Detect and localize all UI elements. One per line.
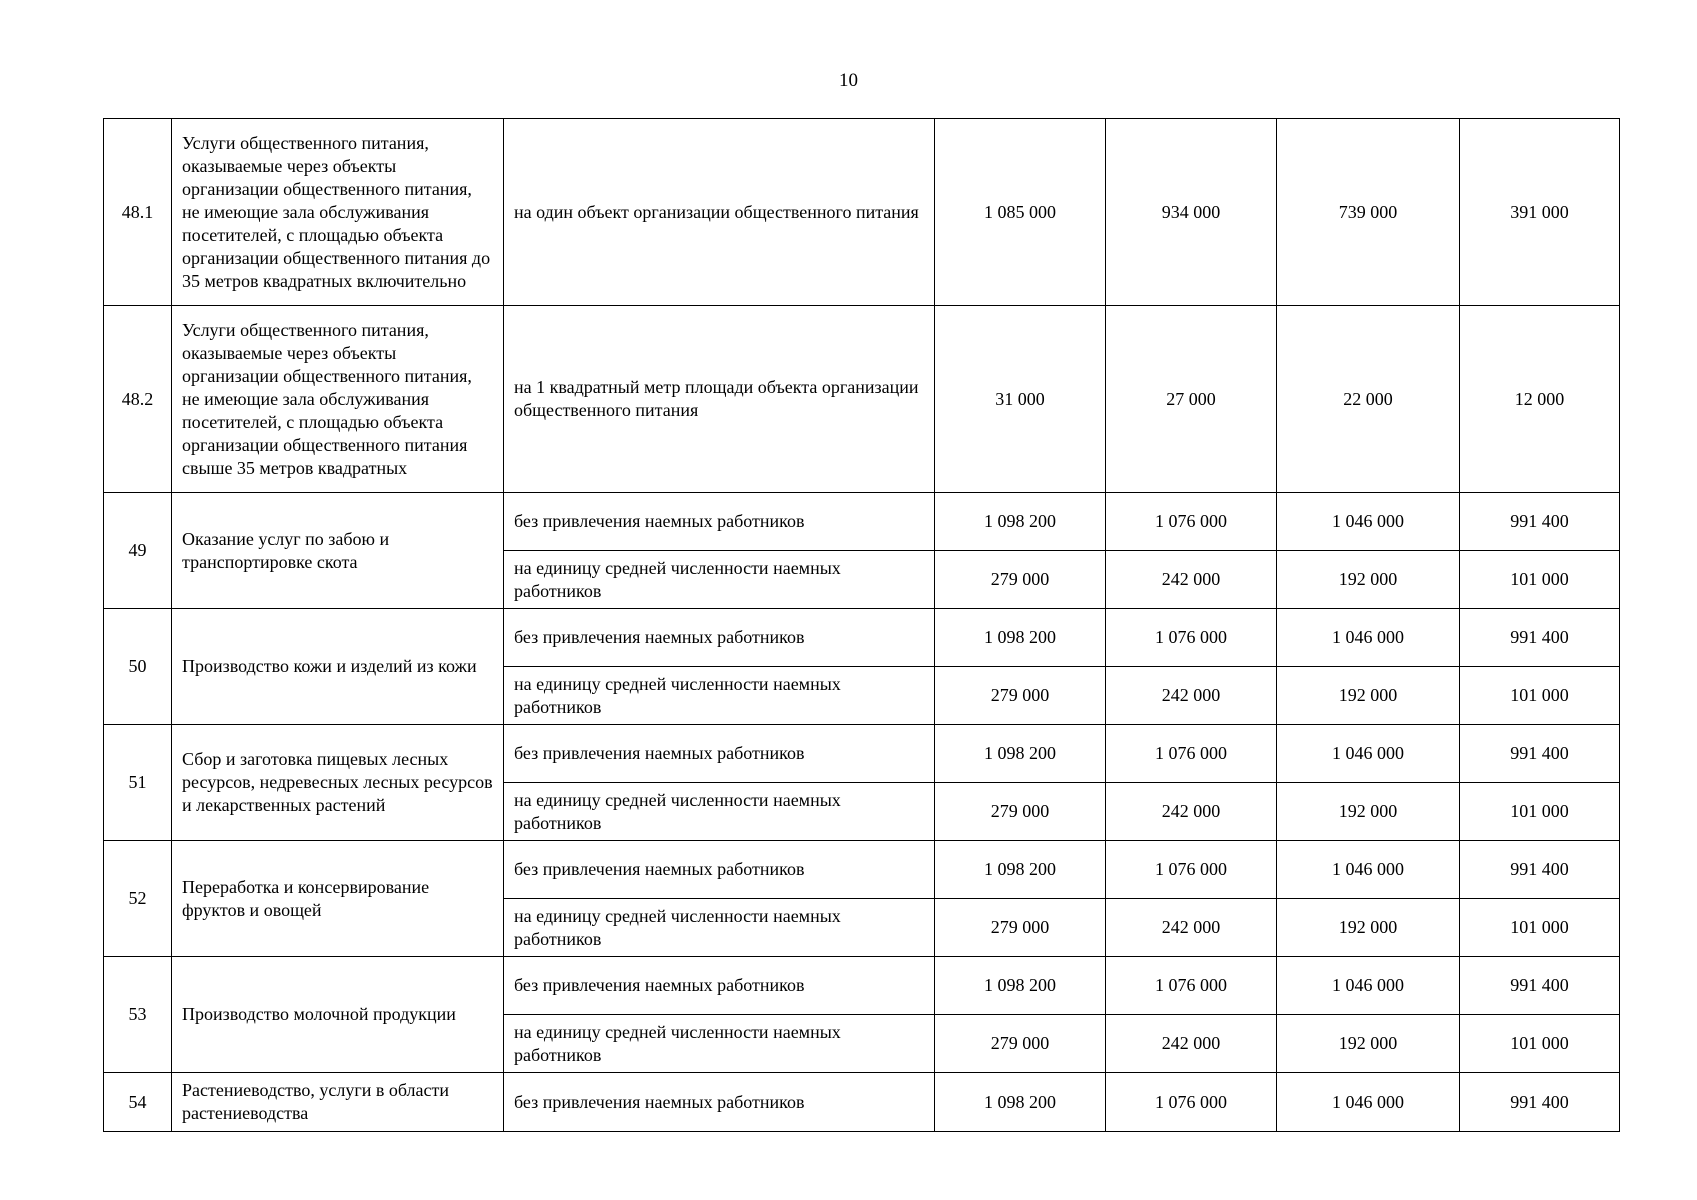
row-number: 54 [104,1073,172,1132]
value-cell: 991 400 [1460,493,1620,551]
value-cell: 1 098 200 [935,725,1106,783]
value-cell: 192 000 [1277,667,1460,725]
value-cell: 1 046 000 [1277,1073,1460,1132]
table-row [104,1073,1620,1132]
activity-name: Сбор и заготовка пищевых лесных ресурсов, недревесных лесных ресурсов и лекарственных растений [172,725,504,841]
value-cell: 101 000 [1460,1015,1620,1073]
activity-name: Производство кожи и изделий из кожи [172,609,504,725]
value-cell: 279 000 [935,551,1106,609]
row-number: 52 [104,841,172,957]
value-cell: 192 000 [1277,783,1460,841]
value-cell: 1 098 200 [935,609,1106,667]
table-row [104,957,1620,1015]
page-number: 10 [839,70,858,91]
value-cell: 1 076 000 [1106,841,1277,899]
unit-description: на 1 квадратный метр площади объекта организации общественного питания [504,306,935,493]
value-cell: 31 000 [935,306,1106,493]
value-cell: 991 400 [1460,725,1620,783]
value-cell: 991 400 [1460,1073,1620,1132]
value-cell: 192 000 [1277,551,1460,609]
activity-name: Оказание услуг по забою и транспортировке скота [172,493,504,609]
value-cell: 279 000 [935,1015,1106,1073]
value-cell: 101 000 [1460,551,1620,609]
value-cell: 242 000 [1106,667,1277,725]
value-cell: 391 000 [1460,119,1620,306]
table-row [104,725,1620,783]
value-cell: 192 000 [1277,899,1460,957]
unit-description: без привлечения наемных работников [504,725,935,783]
unit-description: без привлечения наемных работников [504,841,935,899]
value-cell: 1 076 000 [1106,609,1277,667]
table-row [104,609,1620,667]
value-cell: 1 046 000 [1277,841,1460,899]
value-cell: 242 000 [1106,1015,1277,1073]
value-cell: 1 076 000 [1106,493,1277,551]
value-cell: 1 076 000 [1106,1073,1277,1132]
activity-name: Услуги общественного питания, оказываемые через объекты организации общественного питания, не имеющие зала обслуживания посетителей, с площадью объекта организации общественного питания до 35 метров квадратных включительно [172,119,504,306]
row-number: 48.1 [104,119,172,306]
value-cell: 1 046 000 [1277,609,1460,667]
unit-description: на один объект организации общественного питания [504,119,935,306]
value-cell: 101 000 [1460,899,1620,957]
unit-description: на единицу средней численности наемных работников [504,1015,935,1073]
unit-description: без привлечения наемных работников [504,957,935,1015]
value-cell: 1 085 000 [935,119,1106,306]
value-cell: 1 046 000 [1277,957,1460,1015]
value-cell: 101 000 [1460,783,1620,841]
activity-name: Растениеводство, услуги в области растениеводства [172,1073,504,1132]
value-cell: 1 076 000 [1106,725,1277,783]
value-cell: 991 400 [1460,957,1620,1015]
unit-description: без привлечения наемных работников [504,1073,935,1132]
value-cell: 934 000 [1106,119,1277,306]
activity-name: Производство молочной продукции [172,957,504,1073]
value-cell: 12 000 [1460,306,1620,493]
value-cell: 242 000 [1106,783,1277,841]
value-cell: 991 400 [1460,609,1620,667]
unit-description: без привлечения наемных работников [504,609,935,667]
activity-name: Переработка и консервирование фруктов и овощей [172,841,504,957]
value-cell: 1 046 000 [1277,725,1460,783]
value-cell: 101 000 [1460,667,1620,725]
value-cell: 1 098 200 [935,493,1106,551]
tariff-table [103,118,1620,1132]
value-cell: 279 000 [935,667,1106,725]
activity-name: Услуги общественного питания, оказываемые через объекты организации общественного питания, не имеющие зала обслуживания посетителей, с площадью объекта организации общественного питания свыше 35 метров квадратных [172,306,504,493]
row-number: 50 [104,609,172,725]
row-number: 51 [104,725,172,841]
table-row [104,841,1620,899]
table-row [104,306,1620,493]
row-number: 48.2 [104,306,172,493]
value-cell: 192 000 [1277,1015,1460,1073]
value-cell: 991 400 [1460,841,1620,899]
value-cell: 279 000 [935,783,1106,841]
table-row [104,119,1620,306]
unit-description: на единицу средней численности наемных работников [504,783,935,841]
value-cell: 1 098 200 [935,1073,1106,1132]
unit-description: на единицу средней численности наемных работников [504,667,935,725]
value-cell: 27 000 [1106,306,1277,493]
value-cell: 279 000 [935,899,1106,957]
value-cell: 1 098 200 [935,841,1106,899]
unit-description: на единицу средней численности наемных работников [504,551,935,609]
value-cell: 739 000 [1277,119,1460,306]
value-cell: 1 076 000 [1106,957,1277,1015]
unit-description: без привлечения наемных работников [504,493,935,551]
table-row [104,493,1620,551]
value-cell: 242 000 [1106,899,1277,957]
row-number: 49 [104,493,172,609]
value-cell: 22 000 [1277,306,1460,493]
unit-description: на единицу средней численности наемных работников [504,899,935,957]
value-cell: 1 046 000 [1277,493,1460,551]
value-cell: 242 000 [1106,551,1277,609]
row-number: 53 [104,957,172,1073]
value-cell: 1 098 200 [935,957,1106,1015]
